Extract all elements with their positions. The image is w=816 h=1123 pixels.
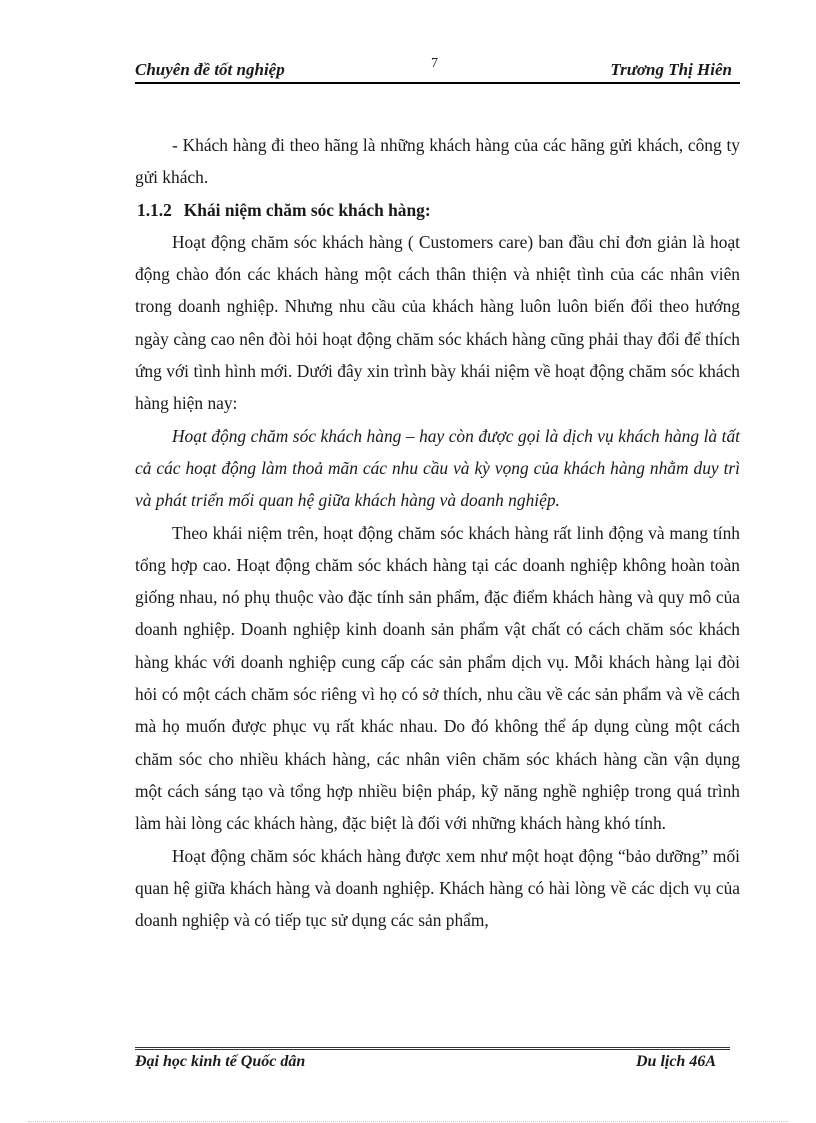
footer-class: Du lịch 46A [635,1053,716,1070]
paragraph-explanation: Theo khái niệm trên, hoạt động chăm sóc khách hàng rất linh động và mang tính tổng hợp cao. Hoạt động chăm sóc khách hàng tại các doanh nghiệp không hoàn toàn giống nhau, nó phụ thuộc vào đặc tính sản phẩm, đặc điểm khách hàng và quy mô của doanh nghiệp. Doanh nghiệp kinh doanh sản phẩm vật chất có cách chăm sóc khách hàng khác với doanh nghiệp cung cấp các sản phẩm dịch vụ. Mỗi khách hàng lại đòi hỏi có một cách chăm sóc riêng vì họ có sở thích, nhu cầu về các sản phẩm và về cách mà họ muốn được phục vụ rất khác nhau. Do đó không thể áp dụng cùng một cách chăm sóc cho nhiều khách hàng, các nhân viên chăm sóc khách hàng cần vận dụng một cách sáng tạo và tổng hợp nhiều biện pháp, kỹ năng nghề nghiệp trong quá trình làm hài lòng các khách hàng, đặc biệt là đối với những khách hàng khó tính. [135,522,740,834]
page-footer [135,1047,730,1072]
document-body [135,129,740,936]
section-title: Khái niệm chăm sóc khách hàng: [183,199,431,220]
page-header [135,56,740,84]
page-bottom-divider [28,1121,788,1122]
paragraph-maintenance: Hoạt động chăm sóc khách hàng được xem như một hoạt động “bảo dưỡng” mối quan hệ giữa khách hàng và doanh nghiệp. Khách hàng có hài lòng về các dịch vụ của doanh nghiệp và có tiếp tục sử dụng các sản phẩm, [135,845,740,931]
paragraph-intro: Hoạt động chăm sóc khách hàng ( Customers care) ban đầu chỉ đơn giản là hoạt động chào đón các khách hàng một cách thân thiện và nhiệt tình của các nhân viên trong doanh nghiệp. Nhưng nhu cầu của khách hàng luôn luôn biến đổi theo hướng ngày càng cao nên đòi hỏi hoạt động chăm sóc khách hàng cũng phải thay đổi để thích ứng với tình hình mới. Dưới đây xin trình bày khái niệm về hoạt động chăm sóc khách hàng hiện nay: [135,231,740,414]
definition-quote: Hoạt động chăm sóc khách hàng – hay còn được gọi là dịch vụ khách hàng là tất cả các hoạt động làm thoả mãn các nhu cầu và kỳ vọng của khách hàng nhằm duy trì và phát triển mối quan hệ giữa khách hàng và doanh nghiệp. [135,425,740,511]
header-author: Trương Thị Hiên [610,60,732,79]
paragraph-client-type: - Khách hàng đi theo hãng là những khách hàng của các hãng gửi khách, công ty gửi khách. [135,135,740,188]
section-heading [135,194,740,226]
page-number: 7 [431,56,438,71]
section-number: 1.1.2 [137,199,172,220]
header-title: Chuyên đề tốt nghiệp [135,60,285,79]
footer-university: Đại học kinh tế Quốc dân [135,1053,306,1070]
